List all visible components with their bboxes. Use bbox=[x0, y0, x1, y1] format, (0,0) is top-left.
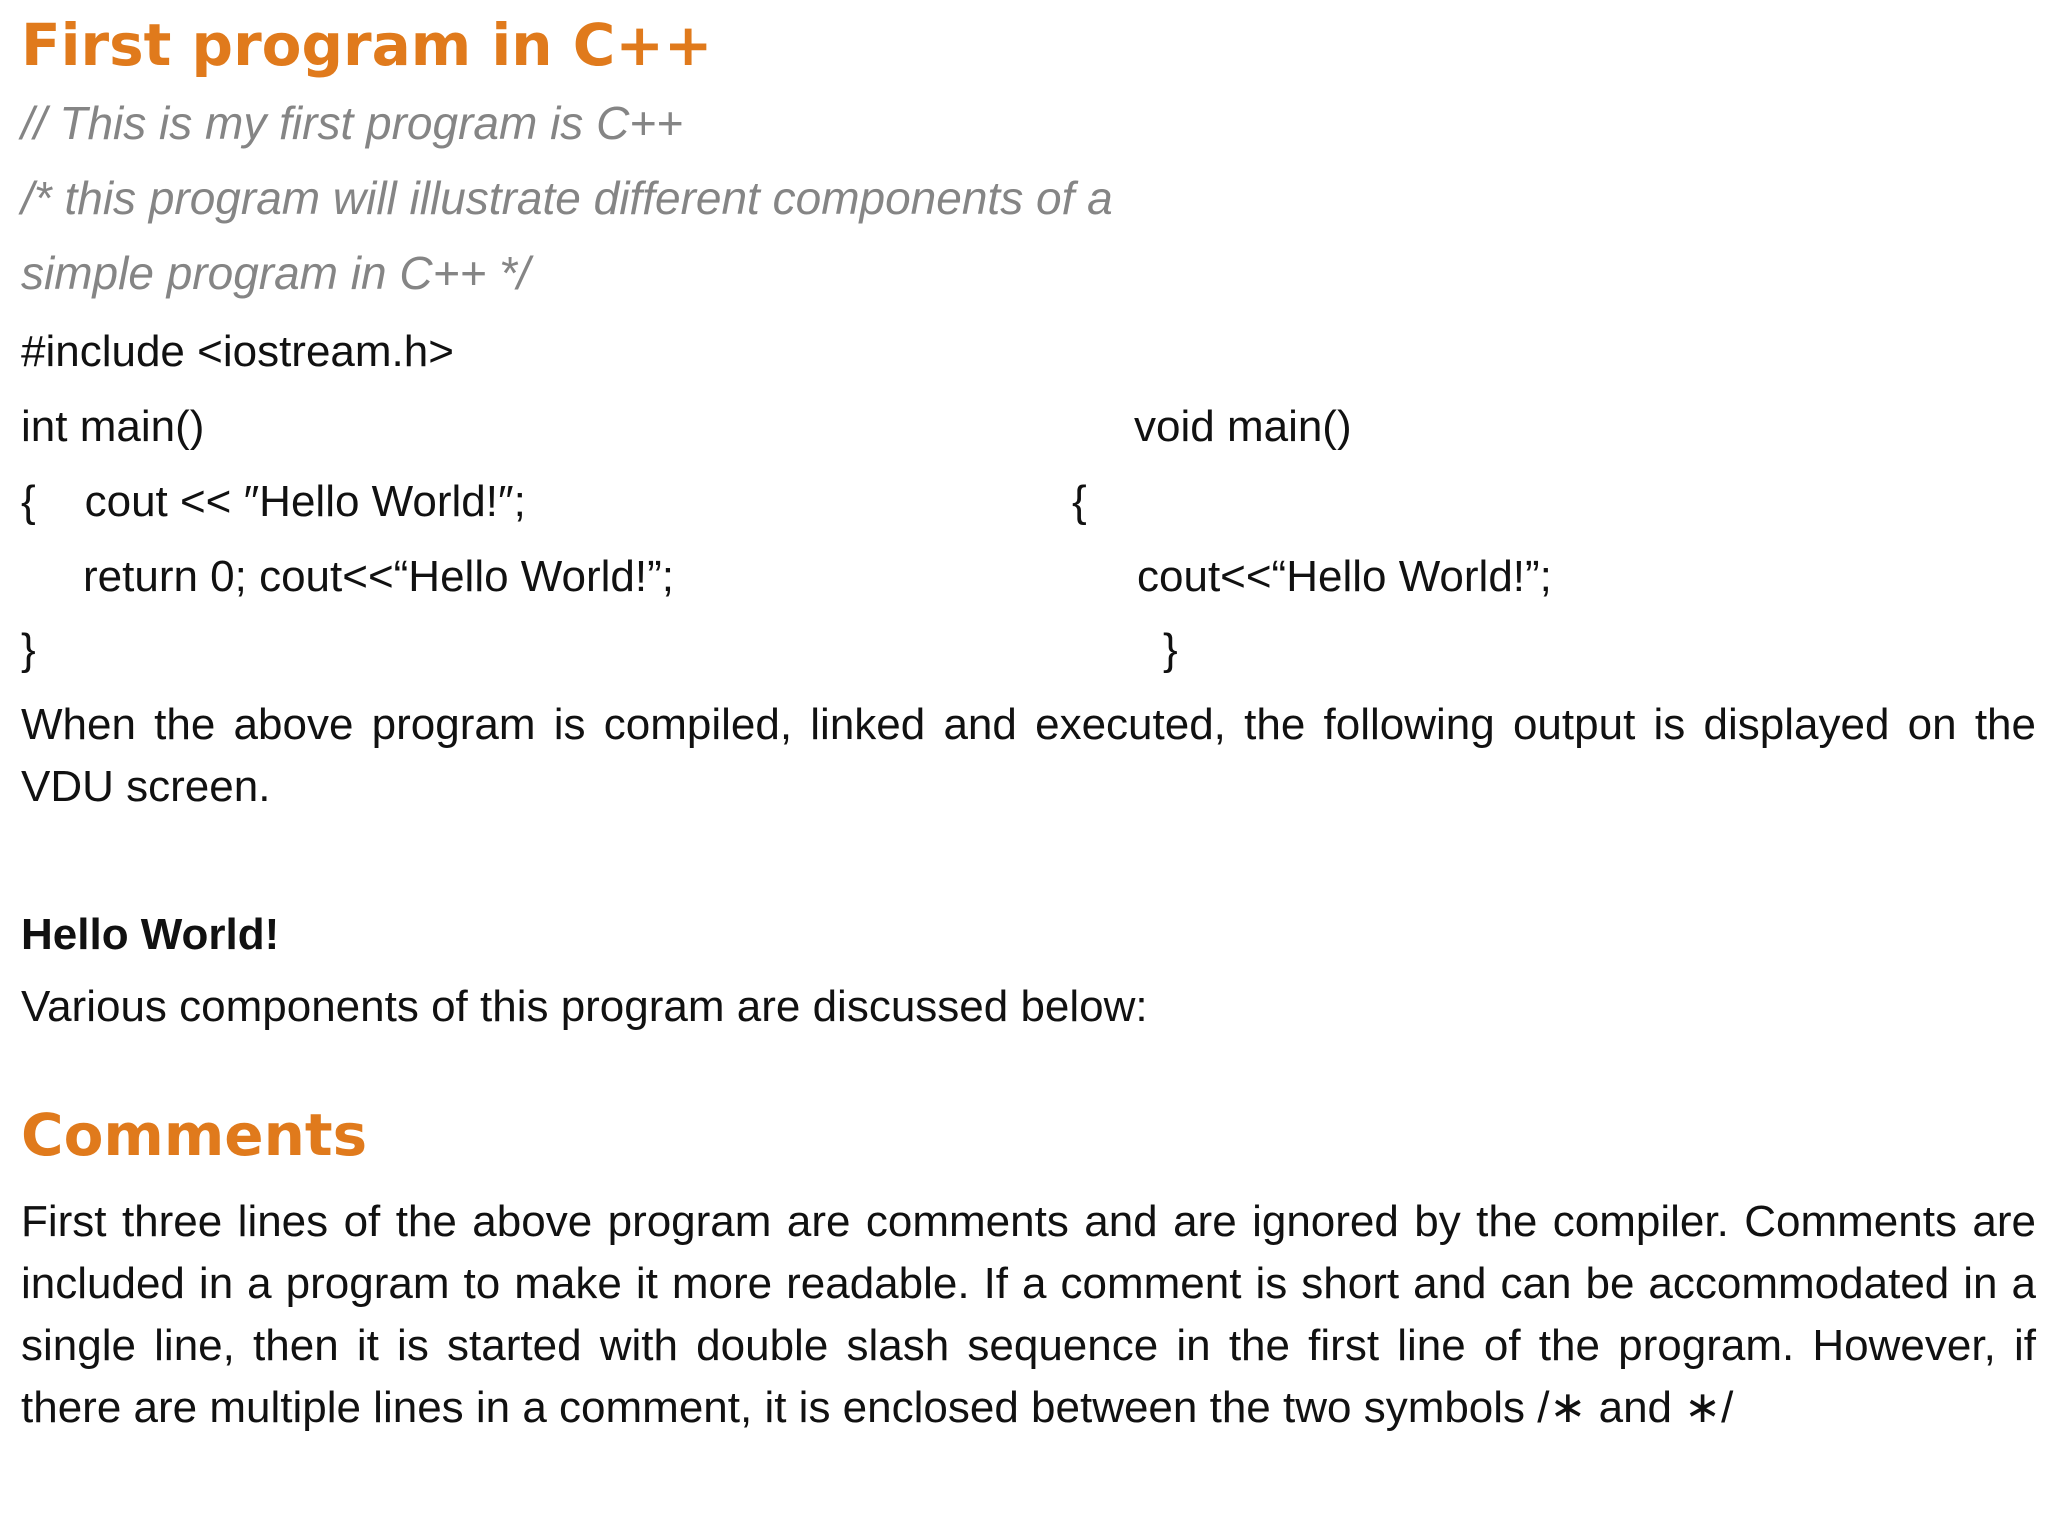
include-line: #include <iostream.h> bbox=[21, 327, 454, 376]
program-output: Hello World! bbox=[21, 910, 280, 959]
right-open-brace: { bbox=[1072, 477, 1087, 526]
right-close-brace: } bbox=[1163, 625, 1178, 674]
right-cout-line: cout<<“Hello World!”; bbox=[1137, 552, 1552, 601]
comments-paragraph: First three lines of the above program are comments and are ignored by the compiler. Comments are included in a program to make it more readable. If a comment is short and can be accommodated in a single line, then it is started with double slash sequence in the first line of the program. However, if there are multiple lines in a comment, it is enclosed between the two symbols /∗ and ∗/ bbox=[21, 1197, 2036, 1432]
void-main-signature: void main() bbox=[1134, 402, 1352, 451]
components-intro: Various components of this program are discussed below: bbox=[21, 982, 1148, 1031]
explanation-paragraph: When the above program is compiled, linked and executed, the following output is displayed on the VDU screen. bbox=[21, 700, 2036, 811]
comment-line-2: /* this program will illustrate different components of a bbox=[21, 172, 1113, 224]
left-open-brace-cout-line: { cout << ″Hello World!″; bbox=[21, 477, 526, 526]
int-main-signature: int main() bbox=[21, 402, 205, 451]
left-return-line: return 0; cout<<“Hello World!”; bbox=[83, 552, 674, 601]
comment-line-3: simple program in C++ */ bbox=[21, 247, 530, 299]
comment-line-1: // This is my first program is C++ bbox=[21, 97, 684, 149]
page-title: First program in C++ bbox=[21, 11, 713, 79]
left-close-brace: } bbox=[21, 625, 36, 674]
comments-heading: Comments bbox=[21, 1101, 368, 1169]
